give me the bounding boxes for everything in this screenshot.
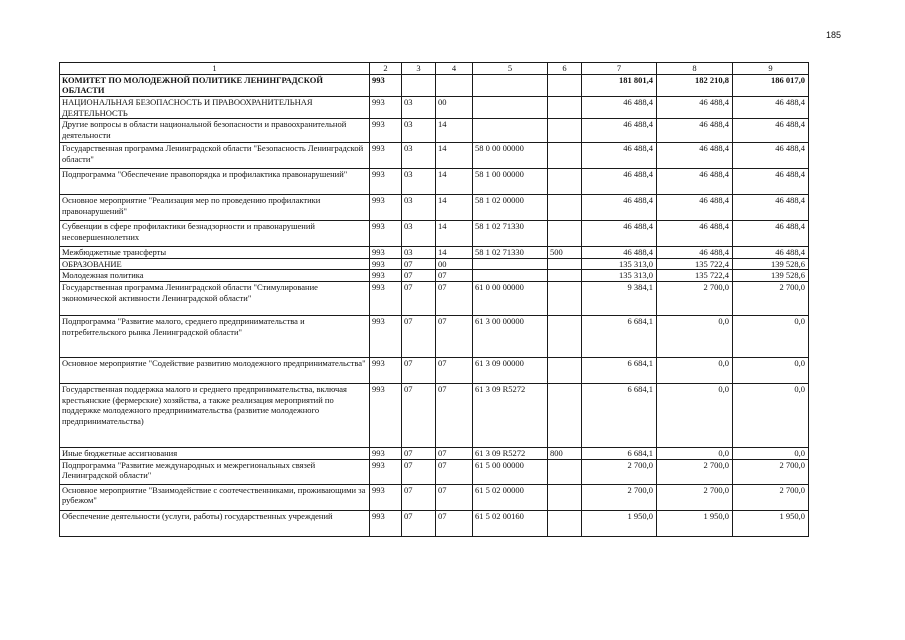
table-row: [60, 316, 809, 358]
amount-year3-cell: 46 488,4: [733, 247, 809, 259]
row-name-cell: Государственная поддержка малого и среднего предпринимательства, включая крестьянские (фермерские) хозяйства, а также реализация мероприятий по поддержке молодежного предпринимательства (развитие молодежного предпринимательства): [60, 384, 370, 448]
amount-year1-cell: 6 684,1: [582, 384, 657, 448]
amount-year2-cell: 0,0: [657, 358, 733, 384]
amount-year2-cell: 0,0: [657, 384, 733, 448]
amount-year2-cell: 46 488,4: [657, 119, 733, 143]
amount-year2-cell: 46 488,4: [657, 169, 733, 195]
expense-type-cell: 800: [548, 448, 582, 460]
table-row: [60, 195, 809, 221]
section-cell: 07: [402, 258, 436, 270]
amount-year3-cell: 139 528,6: [733, 258, 809, 270]
target-article-cell: 58 1 02 71330: [473, 221, 548, 247]
amount-year3-cell: 46 488,4: [733, 195, 809, 221]
table-row: [60, 143, 809, 169]
amount-year3-cell: 1 950,0: [733, 510, 809, 536]
header-cell: 2: [370, 63, 402, 75]
row-name-cell: КОМИТЕТ ПО МОЛОДЕЖНОЙ ПОЛИТИКЕ ЛЕНИНГРАДСКОЙ ОБЛАСТИ: [60, 74, 370, 96]
amount-year3-cell: 0,0: [733, 358, 809, 384]
subsection-cell: 07: [436, 282, 473, 316]
amount-year1-cell: 2 700,0: [582, 459, 657, 484]
section-cell: 03: [402, 143, 436, 169]
amount-year2-cell: 0,0: [657, 316, 733, 358]
budget-code-cell: 993: [370, 221, 402, 247]
target-article-cell: 58 0 00 00000: [473, 143, 548, 169]
expense-type-cell: [548, 459, 582, 484]
expense-type-cell: [548, 74, 582, 96]
target-article-cell: [473, 74, 548, 96]
budget-table: [59, 62, 809, 537]
header-cell: 1: [60, 63, 370, 75]
budget-code-cell: 993: [370, 282, 402, 316]
expense-type-cell: [548, 258, 582, 270]
subsection-cell: 07: [436, 448, 473, 460]
table-row: [60, 119, 809, 143]
section-cell: 07: [402, 270, 436, 282]
subsection-cell: 07: [436, 459, 473, 484]
section-cell: 07: [402, 510, 436, 536]
target-article-cell: 61 0 00 00000: [473, 282, 548, 316]
amount-year3-cell: 139 528,6: [733, 270, 809, 282]
header-cell: 6: [548, 63, 582, 75]
amount-year2-cell: 2 700,0: [657, 484, 733, 510]
header-cell: 3: [402, 63, 436, 75]
header-cell: 5: [473, 63, 548, 75]
amount-year3-cell: 46 488,4: [733, 143, 809, 169]
budget-code-cell: 993: [370, 448, 402, 460]
row-name-cell: Государственная программа Ленинградской области "Безопасность Ленинградской области": [60, 143, 370, 169]
amount-year1-cell: 9 384,1: [582, 282, 657, 316]
row-name-cell: Основное мероприятие "Реализация мер по проведению профилактики правонарушений": [60, 195, 370, 221]
subsection-cell: 14: [436, 169, 473, 195]
row-name-cell: Молодежная политика: [60, 270, 370, 282]
header-cell: 4: [436, 63, 473, 75]
row-name-cell: Подпрограмма "Развитие международных и межрегиональных связей Ленинградской области": [60, 459, 370, 484]
expense-type-cell: [548, 484, 582, 510]
amount-year1-cell: 6 684,1: [582, 316, 657, 358]
target-article-cell: 61 5 02 00160: [473, 510, 548, 536]
amount-year3-cell: 0,0: [733, 448, 809, 460]
subsection-cell: 14: [436, 119, 473, 143]
table-row: [60, 74, 809, 96]
column-number-header: [60, 63, 809, 75]
expense-type-cell: [548, 143, 582, 169]
amount-year3-cell: 2 700,0: [733, 484, 809, 510]
budget-code-cell: 993: [370, 358, 402, 384]
budget-code-cell: 993: [370, 510, 402, 536]
section-cell: 07: [402, 484, 436, 510]
table-row: [60, 169, 809, 195]
amount-year2-cell: 46 488,4: [657, 221, 733, 247]
expense-type-cell: 500: [548, 247, 582, 259]
budget-code-cell: 993: [370, 459, 402, 484]
row-name-cell: Иные бюджетные ассигнования: [60, 448, 370, 460]
table-row: [60, 96, 809, 118]
amount-year2-cell: 2 700,0: [657, 282, 733, 316]
subsection-cell: 14: [436, 195, 473, 221]
budget-code-cell: 993: [370, 195, 402, 221]
amount-year1-cell: 46 488,4: [582, 195, 657, 221]
amount-year1-cell: 46 488,4: [582, 169, 657, 195]
budget-code-cell: 993: [370, 270, 402, 282]
target-article-cell: 61 5 00 00000: [473, 459, 548, 484]
table-row: [60, 358, 809, 384]
amount-year2-cell: 1 950,0: [657, 510, 733, 536]
amount-year3-cell: 46 488,4: [733, 96, 809, 118]
budget-code-cell: 993: [370, 143, 402, 169]
expense-type-cell: [548, 358, 582, 384]
page-number: 185: [826, 30, 842, 40]
row-name-cell: Другие вопросы в области национальной безопасности и правоохранительной деятельности: [60, 119, 370, 143]
header-cell: 7: [582, 63, 657, 75]
target-article-cell: 58 1 02 71330: [473, 247, 548, 259]
expense-type-cell: [548, 119, 582, 143]
row-name-cell: ОБРАЗОВАНИЕ: [60, 258, 370, 270]
section-cell: 03: [402, 221, 436, 247]
expense-type-cell: [548, 221, 582, 247]
section-cell: 03: [402, 169, 436, 195]
section-cell: 07: [402, 358, 436, 384]
row-name-cell: Обеспечение деятельности (услуги, работы) государственных учреждений: [60, 510, 370, 536]
expense-type-cell: [548, 384, 582, 448]
target-article-cell: 61 5 02 00000: [473, 484, 548, 510]
row-name-cell: Межбюджетные трансферты: [60, 247, 370, 259]
amount-year1-cell: 135 313,0: [582, 258, 657, 270]
subsection-cell: 00: [436, 258, 473, 270]
amount-year2-cell: 46 488,4: [657, 247, 733, 259]
section-cell: 03: [402, 96, 436, 118]
amount-year2-cell: 135 722,4: [657, 270, 733, 282]
amount-year2-cell: 46 488,4: [657, 195, 733, 221]
header-cell: 9: [733, 63, 809, 75]
section-cell: 07: [402, 448, 436, 460]
subsection-cell: 14: [436, 247, 473, 259]
subsection-cell: [436, 74, 473, 96]
table-row: [60, 258, 809, 270]
amount-year2-cell: 0,0: [657, 448, 733, 460]
section-cell: 07: [402, 459, 436, 484]
table-row: [60, 384, 809, 448]
target-article-cell: [473, 119, 548, 143]
budget-code-cell: 993: [370, 484, 402, 510]
budget-code-cell: 993: [370, 316, 402, 358]
target-article-cell: 58 1 02 00000: [473, 195, 548, 221]
row-name-cell: Основное мероприятие "Взаимодействие с соотечественниками, проживающими за рубежом": [60, 484, 370, 510]
row-name-cell: НАЦИОНАЛЬНАЯ БЕЗОПАСНОСТЬ И ПРАВООХРАНИТЕЛЬНАЯ ДЕЯТЕЛЬНОСТЬ: [60, 96, 370, 118]
subsection-cell: 07: [436, 358, 473, 384]
subsection-cell: 14: [436, 143, 473, 169]
section-cell: 07: [402, 282, 436, 316]
amount-year3-cell: 186 017,0: [733, 74, 809, 96]
target-article-cell: 61 3 00 00000: [473, 316, 548, 358]
target-article-cell: 61 3 09 R5272: [473, 384, 548, 448]
row-name-cell: Основное мероприятие "Содействие развитию молодежного предпринимательства": [60, 358, 370, 384]
subsection-cell: 07: [436, 510, 473, 536]
amount-year2-cell: 2 700,0: [657, 459, 733, 484]
target-article-cell: [473, 270, 548, 282]
table-row: [60, 484, 809, 510]
target-article-cell: 61 3 09 R5272: [473, 448, 548, 460]
amount-year3-cell: 46 488,4: [733, 169, 809, 195]
amount-year1-cell: 46 488,4: [582, 247, 657, 259]
amount-year1-cell: 135 313,0: [582, 270, 657, 282]
expense-type-cell: [548, 510, 582, 536]
subsection-cell: 07: [436, 384, 473, 448]
table-row: [60, 510, 809, 536]
table-row: [60, 448, 809, 460]
section-cell: 03: [402, 119, 436, 143]
amount-year1-cell: 46 488,4: [582, 96, 657, 118]
section-cell: 07: [402, 316, 436, 358]
expense-type-cell: [548, 169, 582, 195]
table-row: [60, 221, 809, 247]
amount-year3-cell: 46 488,4: [733, 221, 809, 247]
budget-code-cell: 993: [370, 169, 402, 195]
budget-code-cell: 993: [370, 119, 402, 143]
amount-year2-cell: 135 722,4: [657, 258, 733, 270]
amount-year1-cell: 6 684,1: [582, 358, 657, 384]
row-name-cell: Субвенции в сфере профилактики безнадзорности и правонарушений несовершеннолетних: [60, 221, 370, 247]
header-cell: 8: [657, 63, 733, 75]
table-row: [60, 459, 809, 484]
amount-year3-cell: 2 700,0: [733, 282, 809, 316]
target-article-cell: 61 3 09 00000: [473, 358, 548, 384]
table-row: [60, 282, 809, 316]
expense-type-cell: [548, 195, 582, 221]
amount-year3-cell: 0,0: [733, 316, 809, 358]
row-name-cell: Подпрограмма "Обеспечение правопорядка и профилактика правонарушений": [60, 169, 370, 195]
amount-year3-cell: 2 700,0: [733, 459, 809, 484]
expense-type-cell: [548, 270, 582, 282]
amount-year1-cell: 46 488,4: [582, 119, 657, 143]
budget-code-cell: 993: [370, 384, 402, 448]
budget-code-cell: 993: [370, 74, 402, 96]
table-row: [60, 270, 809, 282]
amount-year1-cell: 181 801,4: [582, 74, 657, 96]
amount-year2-cell: 46 488,4: [657, 96, 733, 118]
amount-year1-cell: 2 700,0: [582, 484, 657, 510]
budget-code-cell: 993: [370, 258, 402, 270]
expense-type-cell: [548, 282, 582, 316]
amount-year1-cell: 46 488,4: [582, 143, 657, 169]
section-cell: 07: [402, 384, 436, 448]
subsection-cell: 00: [436, 96, 473, 118]
amount-year1-cell: 6 684,1: [582, 448, 657, 460]
amount-year2-cell: 182 210,8: [657, 74, 733, 96]
section-cell: 03: [402, 195, 436, 221]
section-cell: [402, 74, 436, 96]
subsection-cell: 07: [436, 316, 473, 358]
amount-year3-cell: 46 488,4: [733, 119, 809, 143]
amount-year1-cell: 46 488,4: [582, 221, 657, 247]
budget-code-cell: 993: [370, 247, 402, 259]
amount-year1-cell: 1 950,0: [582, 510, 657, 536]
table-row: [60, 247, 809, 259]
subsection-cell: 07: [436, 484, 473, 510]
target-article-cell: [473, 258, 548, 270]
target-article-cell: [473, 96, 548, 118]
section-cell: 03: [402, 247, 436, 259]
budget-code-cell: 993: [370, 96, 402, 118]
subsection-cell: 07: [436, 270, 473, 282]
row-name-cell: Подпрограмма "Развитие малого, среднего предпринимательства и потребительского рынка Ленинградской области": [60, 316, 370, 358]
row-name-cell: Государственная программа Ленинградской области "Стимулирование экономической активности Ленинградской области": [60, 282, 370, 316]
amount-year2-cell: 46 488,4: [657, 143, 733, 169]
expense-type-cell: [548, 96, 582, 118]
target-article-cell: 58 1 00 00000: [473, 169, 548, 195]
amount-year3-cell: 0,0: [733, 384, 809, 448]
expense-type-cell: [548, 316, 582, 358]
subsection-cell: 14: [436, 221, 473, 247]
